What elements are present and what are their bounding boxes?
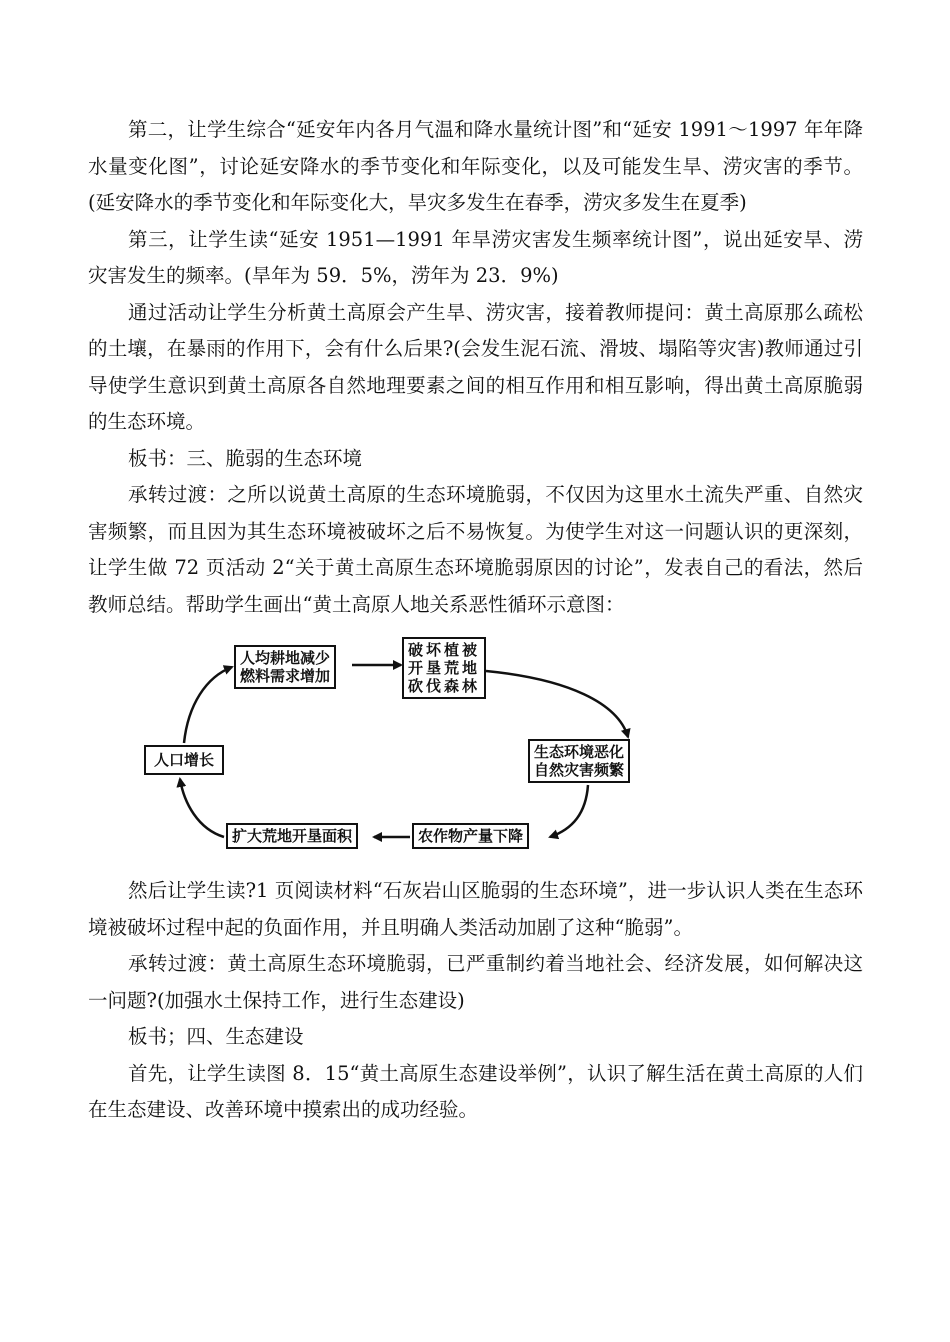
- box-destroy-vegetation: [402, 637, 486, 699]
- paragraph: 然后让学生读?1 页阅读材料“石灰岩山区脆弱的生态环境”，进一步认识人类在生态环境被破坏过程中起的负面作用，并且明确人类活动加剧了这种“脆弱”。: [88, 879, 863, 939]
- paragraph: 承转过渡：黄土高原生态环境脆弱，已严重制约着当地社会、经济发展，如何解决这一问题?(加强水土保持工作，进行生态建设): [88, 952, 863, 1012]
- paragraph: 第三，让学生读“延安 1951—1991 年旱涝灾害发生频率统计图”，说出延安旱、涝灾害发生的频率。(旱年为 59．5%，涝年为 23．9%): [88, 227, 863, 287]
- box-line: 农作物产量下降: [418, 827, 524, 845]
- paragraph: 首先，让学生读图 8．15“黄土高原生态建设举例”，认识了解生活在黄土高原的人们在生态建设、改善环境中摸索出的成功经验。: [88, 1061, 863, 1121]
- box-line: 砍伐森林: [408, 677, 481, 695]
- box-farmland-decrease: [234, 645, 336, 689]
- board-heading: 板书：三、脆弱的生态环境: [128, 446, 363, 470]
- paragraph: 承转过渡：之所以说黄土高原的生态环境脆弱，不仅因为这里水土流失严重、自然灾害频繁，而且因为其生态环境被破坏之后不易恢复。为使学生对这一问题认识的更深刻，让学生做 72 页活动 2“关于黄土高原生态环境脆弱原因的讨论”，发表自己的看法，然后教师总结。帮助学生画出“黄土高原人地关系恶性循环示意图：: [88, 483, 863, 616]
- document-page: [88, 112, 863, 1129]
- box-expand-cultivation: [226, 823, 358, 849]
- vicious-cycle-diagram: [88, 633, 863, 869]
- box-line: 生态环境恶化: [534, 743, 625, 761]
- box-line: 破坏植被: [408, 641, 481, 659]
- box-line: 人均耕地减少: [240, 649, 331, 667]
- box-population-growth: [144, 745, 224, 775]
- paragraph: 通过活动让学生分析黄土高原会产生旱、涝灾害，接着教师提问：黄土高原那么疏松的土壤，在暴雨的作用下，会有什么后果?(会发生泥石流、滑坡、塌陷等灾害)教师通过引导使学生意识到黄土高原各自然地理要素之间的相互作用和相互影响，得出黄土高原脆弱的生态环境。: [88, 300, 863, 433]
- box-line: 扩大荒地开垦面积: [232, 827, 353, 845]
- paragraph: 第二，让学生综合“延安年内各月气温和降水量统计图”和“延安 1991～1997 年年降水量变化图”，讨论延安降水的季节变化和年际变化，以及可能发生旱、涝灾害的季节。(延安降水的季节变化和年际变化大，旱灾多发生在春季，涝灾多发生在夏季): [88, 118, 863, 214]
- box-line: 自然灾害频繁: [534, 761, 625, 779]
- box-environment-worsening: [528, 739, 630, 783]
- box-line: 开垦荒地: [408, 659, 481, 677]
- box-line: 人口增长: [154, 751, 215, 769]
- box-line: 燃料需求增加: [240, 667, 331, 685]
- box-crop-yield-decline: [412, 823, 529, 849]
- board-heading: 板书；四、生态建设: [128, 1025, 304, 1048]
